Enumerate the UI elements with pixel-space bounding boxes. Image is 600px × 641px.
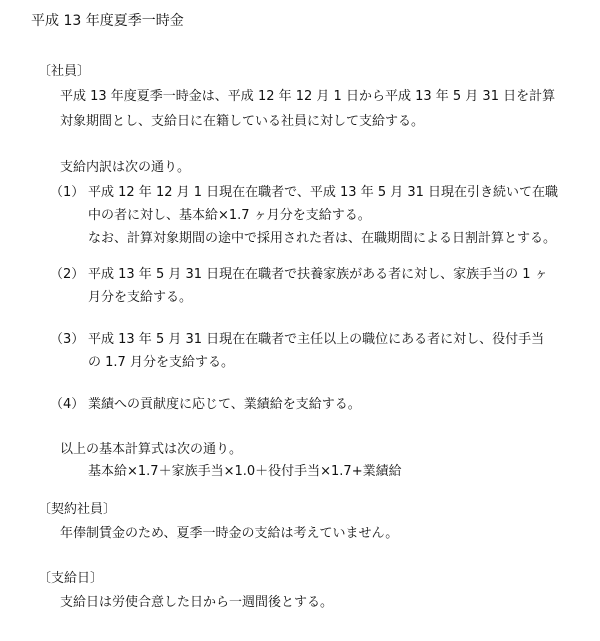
item-2-number: （2） bbox=[50, 267, 85, 282]
item-1-line-3: なお、計算対象期間の途中で採用された者は、在職期間による日割計算とする。 bbox=[88, 231, 557, 246]
item-3-number: （3） bbox=[50, 332, 85, 347]
employee-intro-line-2: 対象期間とし、支給日に在籍している社員に対して支給する。 bbox=[60, 114, 425, 129]
section-heading-employee: 〔社員〕 bbox=[38, 64, 91, 79]
employee-intro-line-1: 平成 13 年度夏季一時金は、平成 12 年 12 月 1 日から平成 13 年 5 月 31 日を計算 bbox=[60, 89, 556, 104]
item-4-line-1: 業績への貢献度に応じて、業績給を支給する。 bbox=[88, 397, 361, 412]
document-title: 平成 13 年度夏季一時金 bbox=[31, 13, 184, 29]
item-4-number: （4） bbox=[50, 397, 85, 412]
formula-intro: 以上の基本計算式は次の通り。 bbox=[60, 442, 243, 457]
contract-text: 年俸制賃金のため、夏季一時金の支給は考えていません。 bbox=[60, 526, 399, 541]
item-1-line-2: 中の者に対し、基本給×1.7 ヶ月分を支給する。 bbox=[88, 208, 371, 223]
payday-text: 支給日は労使合意した日から一週間後とする。 bbox=[60, 595, 334, 610]
section-heading-payday: 〔支給日〕 bbox=[38, 571, 104, 586]
formula: 基本給×1.7＋家族手当×1.0＋役付手当×1.7+業績給 bbox=[88, 464, 402, 479]
item-3-line-1: 平成 13 年 5 月 31 日現在在職者で主任以上の職位にある者に対し、役付手当 bbox=[88, 332, 545, 347]
item-2-line-1: 平成 13 年 5 月 31 日現在在職者で扶養家族がある者に対し、家族手当の 1 ヶ bbox=[88, 267, 548, 282]
item-1-line-1: 平成 12 年 12 月 1 日現在在職者で、平成 13 年 5 月 31 日現在引き続いて在職 bbox=[88, 185, 559, 200]
item-3-line-2: の 1.7 月分を支給する。 bbox=[88, 355, 234, 370]
item-1-number: （1） bbox=[50, 185, 85, 200]
section-heading-contract: 〔契約社員〕 bbox=[38, 502, 117, 517]
breakdown-intro: 支給内訳は次の通り。 bbox=[60, 160, 191, 175]
item-2-line-2: 月分を支給する。 bbox=[88, 290, 193, 305]
